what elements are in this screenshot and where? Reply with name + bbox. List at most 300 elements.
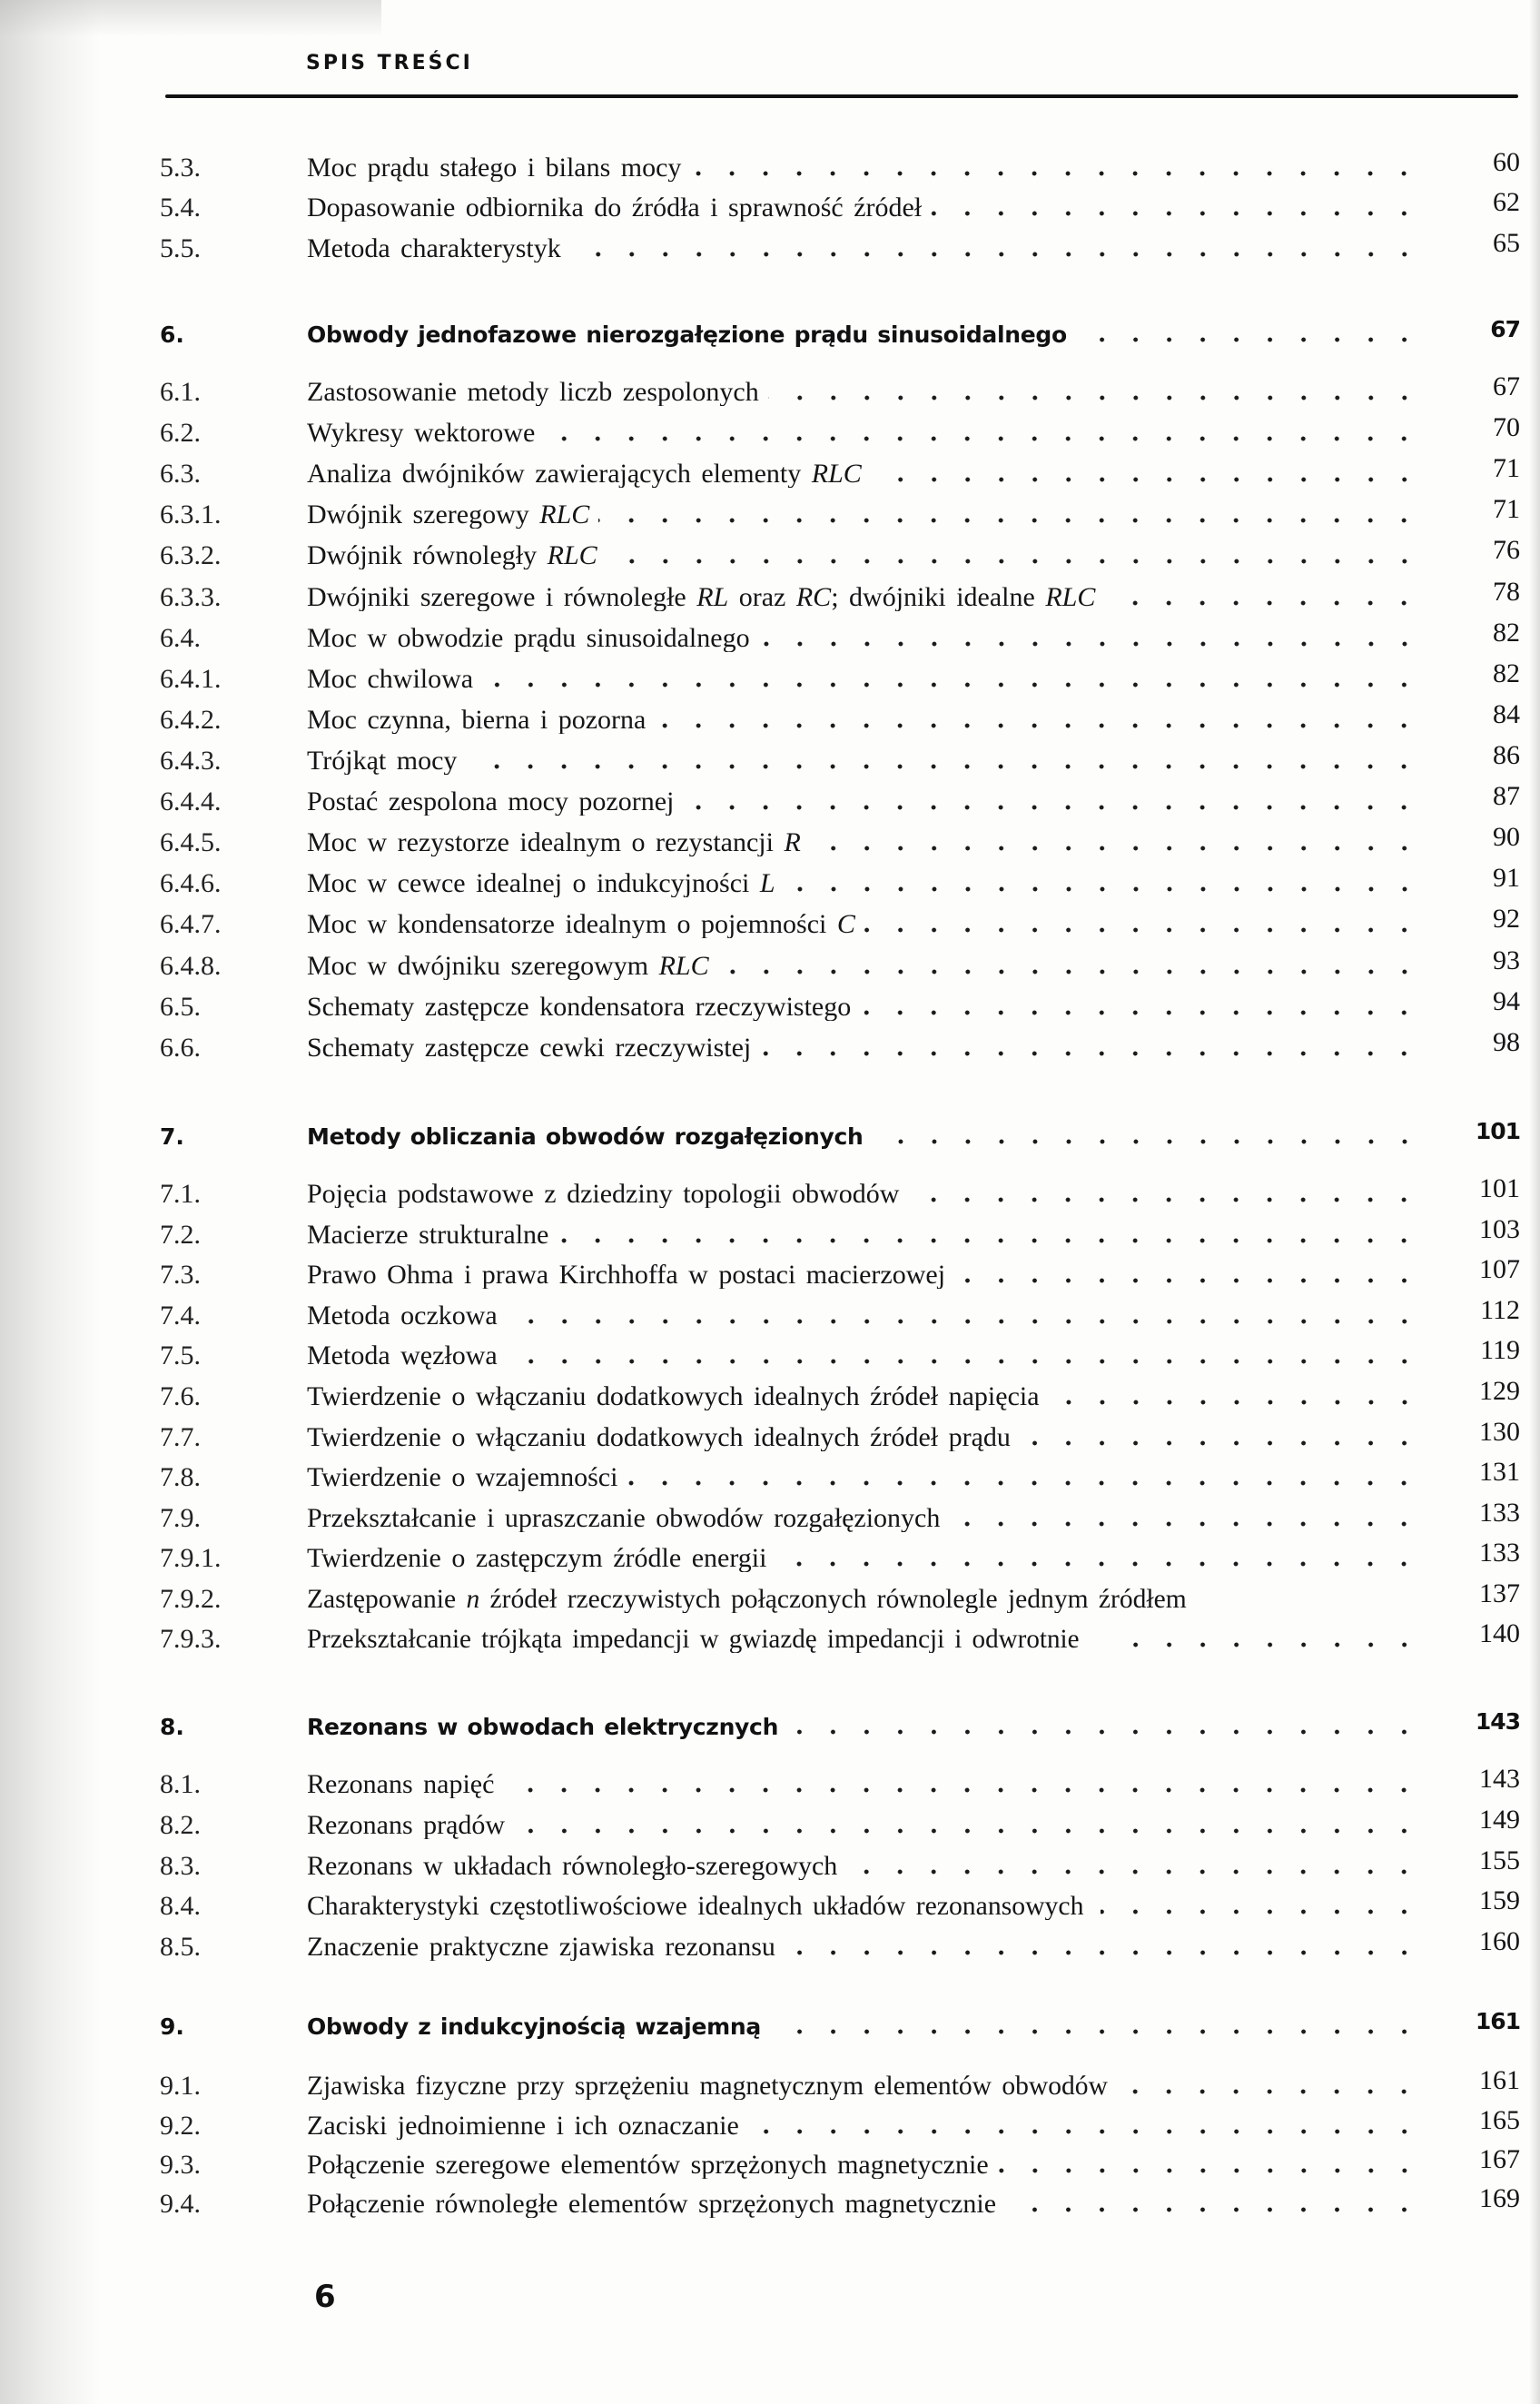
toc-entry-row [0, 1617, 1540, 1653]
entry-title-text: Moc w cewce idealnej o indukcyjności [307, 870, 760, 897]
dot-leader [1101, 1909, 1421, 1914]
entry-title-symbol: RLC [539, 501, 590, 529]
dot-leader [598, 518, 1421, 523]
entry-title-line [307, 2112, 1421, 2140]
toc-entry-row [0, 697, 1540, 734]
entry-number: 8.5. [160, 1932, 201, 1962]
dot-leader [768, 395, 1421, 401]
entry-title-text: Obwody jednofazowe nierozgałęzione prądu sinusoidalnego [307, 322, 1067, 348]
dot-leader [570, 252, 1421, 257]
entry-title [307, 1714, 778, 1741]
entry-title-text: Moc w obwodzie prądu sinusoidalnego [307, 625, 750, 652]
toc-entry-row [0, 1536, 1540, 1572]
dot-leader [1005, 2207, 1421, 2212]
entry-title-line [307, 1464, 1421, 1491]
toc-entry-row [0, 1762, 1540, 1798]
entry-title-line [307, 1181, 1421, 1208]
dot-leader [482, 682, 1421, 688]
dot-leader [1104, 600, 1421, 606]
toc-entry-row [0, 492, 1540, 529]
entry-title-line [307, 1626, 1421, 1653]
entry-title [307, 322, 1067, 349]
dot-leader [466, 764, 1421, 769]
entry-title-text: Moc w rezystorze idealnym o rezystancji [307, 829, 785, 856]
entry-number: 7.1. [160, 1179, 201, 1209]
entry-number: 6.4. [160, 623, 201, 653]
entry-title-line [307, 625, 1421, 652]
entry-number: 9.2. [160, 2111, 201, 2141]
entry-page-number: 160 [1479, 1926, 1520, 1956]
entry-title-line [307, 1342, 1421, 1370]
entry-title-line [307, 420, 1421, 447]
entry-title-symbol: RL [696, 584, 729, 611]
dot-leader [775, 1561, 1421, 1567]
entry-title [307, 2152, 989, 2179]
entry-title [307, 1545, 766, 1572]
entry-title [307, 829, 801, 856]
entry-page-number: 67 [1493, 371, 1520, 401]
toc-entry-row [0, 1374, 1540, 1410]
entry-page-number: 62 [1493, 187, 1520, 217]
toc-entry-row [0, 1844, 1540, 1880]
dot-leader [507, 1319, 1421, 1324]
page-number: 6 [314, 2279, 336, 2315]
entry-title-line [307, 1123, 1421, 1151]
entry-page-number: 82 [1493, 658, 1520, 688]
entry-title [307, 788, 674, 816]
entry-title-line [307, 584, 1421, 611]
entry-page-number: 82 [1493, 618, 1520, 648]
entry-title [307, 235, 561, 262]
entry-title-line [307, 2073, 1421, 2100]
dot-leader [1020, 1440, 1421, 1446]
entry-title-line [307, 1771, 1421, 1798]
entry-title-line [307, 322, 1421, 349]
toc-entry-row [0, 820, 1540, 856]
entry-number: 7.9.2. [160, 1584, 222, 1614]
entry-title-text: Moc w dwójniku szeregowym [307, 953, 659, 980]
entry-title [307, 625, 750, 652]
entry-title-text: Moc w kondensatorze idealnym o pojemności [307, 911, 837, 938]
dot-leader [864, 927, 1421, 933]
entry-page-number: 76 [1493, 535, 1520, 565]
entry-title-text: Znaczenie praktyczne zjawiska rezonansu [307, 1934, 775, 1961]
dot-leader [1049, 1400, 1421, 1405]
entry-page-number: 161 [1479, 2065, 1520, 2095]
entry-page-number: 101 [1475, 1118, 1520, 1144]
toc-entry-row [0, 657, 1540, 693]
dot-leader [748, 2129, 1421, 2134]
entry-title-text: Metoda charakterystyk [307, 235, 561, 262]
entry-title [307, 154, 681, 182]
entry-title-symbol: RLC [811, 460, 862, 488]
entry-title [307, 666, 473, 693]
toc-entry-row [0, 1212, 1540, 1249]
entry-number: 8.2. [160, 1810, 201, 1840]
entry-title-symbol: L [759, 870, 775, 897]
entry-title-text: Połączenie równoległe elementów sprzężonych magnetycznie [307, 2191, 997, 2218]
entry-number: 9.1. [160, 2071, 201, 2101]
entry-title [307, 747, 457, 775]
entry-title-text: Zaciski jednoimienne i ich oznaczanie [307, 2112, 739, 2140]
entry-page-number: 84 [1493, 699, 1520, 729]
entry-title-text: Rezonans napięć [307, 1771, 495, 1798]
entry-number: 6.1. [160, 377, 201, 407]
entry-number: 8.1. [160, 1769, 201, 1799]
dot-leader [860, 1010, 1421, 1015]
dot-leader [785, 1950, 1421, 1955]
dot-leader [759, 641, 1421, 647]
entry-title-text: Twierdzenie o wzajemności [307, 1464, 618, 1491]
dot-leader [770, 2029, 1421, 2034]
entry-number: 6.3.2. [160, 540, 222, 570]
toc-entry-row [0, 533, 1540, 569]
toc-entry-row [0, 1496, 1540, 1532]
toc-entry-row [0, 1415, 1540, 1451]
toc-entry-row [0, 1172, 1540, 1208]
entry-title-text: źródeł rzeczywistych połączonych równolegle jednym źródłem [479, 1586, 1187, 1613]
entry-page-number: 167 [1479, 2144, 1520, 2174]
entry-title-text: Metoda oczkowa [307, 1302, 498, 1330]
entry-number: 7.3. [160, 1260, 201, 1290]
entry-title-text: Macierze strukturalne [307, 1222, 549, 1249]
entry-title-symbol: RLC [547, 542, 597, 569]
entry-title [307, 2112, 739, 2140]
entry-number: 6.3. [160, 459, 201, 489]
entry-title-symbol: RLC [658, 953, 709, 980]
entry-title-line [307, 953, 1421, 980]
entry-page-number: 71 [1493, 453, 1520, 483]
toc-entry-row [0, 1252, 1540, 1289]
entry-number: 9.4. [160, 2189, 201, 2219]
toc-entry-row [0, 2142, 1540, 2179]
entry-title [307, 1261, 945, 1289]
entry-number: 6.3.1. [160, 500, 222, 529]
entry-page-number: 112 [1480, 1295, 1520, 1325]
entry-title-line [307, 1383, 1421, 1410]
entry-number: 6.4.3. [160, 746, 222, 776]
entry-page-number: 143 [1475, 1708, 1520, 1735]
entry-title-text: Moc czynna, bierna i pozorna [307, 707, 647, 734]
entry-number: 7.7. [160, 1422, 201, 1452]
entry-number: 5.4. [160, 193, 201, 223]
entry-page-number: 94 [1493, 986, 1520, 1016]
toc-entry-row [0, 411, 1540, 447]
entry-title-line [307, 911, 1421, 938]
entry-title [307, 870, 775, 897]
entry-title-text: Przekształcanie trójkąta impedancji w gwiazdę impedancji i odwrotnie [307, 1626, 1080, 1653]
entry-title-text: Schematy zastępcze cewki rzeczywistej [307, 1034, 752, 1062]
entry-number: 7.8. [160, 1462, 201, 1492]
entry-title-text: Pojęcia podstawowe z dziedziny topologii obwodów [307, 1181, 900, 1208]
entry-number: 9. [160, 2013, 184, 2040]
entry-title-line [307, 747, 1421, 775]
entry-number: 9.3. [160, 2150, 201, 2180]
entry-page-number: 107 [1479, 1254, 1520, 1284]
toc-entry-row [0, 2063, 1540, 2100]
entry-number: 7.9.3. [160, 1624, 222, 1654]
dot-leader [998, 2168, 1421, 2173]
entry-page-number: 137 [1479, 1578, 1520, 1608]
entry-title-text: Dopasowanie odbiornika do źródła i sprawność źródeł [307, 194, 923, 222]
entry-title-text: Analiza dwójników zawierających elementy [307, 460, 812, 488]
entry-title [307, 1934, 775, 1961]
toc-entry-row [0, 616, 1540, 652]
entry-number: 7.5. [160, 1341, 201, 1370]
entry-title [307, 1771, 494, 1798]
entry-title-text: Trójkąt mocy [307, 747, 458, 775]
entry-number: 6.5. [160, 992, 201, 1022]
entry-page-number: 93 [1493, 945, 1520, 975]
entry-title [307, 1853, 837, 1880]
entry-title [307, 1181, 899, 1208]
dot-leader [1076, 337, 1421, 342]
entry-title-text: Przekształcanie i upraszczanie obwodów rozgałęzionych [307, 1505, 941, 1532]
entry-title [307, 1123, 864, 1151]
entry-title-line [307, 154, 1421, 182]
entry-title-line [307, 707, 1421, 734]
entry-title [307, 2013, 761, 2041]
entry-number: 6. [160, 322, 184, 348]
entry-title-text: Moc prądu stałego i bilans mocy [307, 154, 682, 182]
entry-title [307, 1505, 940, 1532]
entry-title-line [307, 379, 1421, 406]
entry-title-line [307, 235, 1421, 262]
entry-title-line [307, 460, 1421, 488]
entry-title [307, 911, 855, 938]
entry-page-number: 71 [1493, 494, 1520, 524]
entry-title-text: Obwody z indukcyjnością wzajemną [307, 2013, 761, 2040]
entry-number: 8.3. [160, 1851, 201, 1881]
entry-title-text: Twierdzenie o włączaniu dodatkowych idealnych źródeł napięcia [307, 1383, 1040, 1410]
entry-page-number: 155 [1479, 1845, 1520, 1875]
entry-title-line [307, 1853, 1421, 1880]
entry-title-symbol: RLC [1045, 584, 1096, 611]
entry-title-line [307, 1302, 1421, 1330]
entry-title [307, 1424, 1011, 1451]
entry-title-line [307, 829, 1421, 856]
entry-title [307, 1383, 1040, 1410]
entry-title-text: Twierdzenie o zastępczym źródle energii [307, 1545, 767, 1572]
entry-number: 5.5. [160, 233, 201, 263]
dot-leader [760, 1051, 1421, 1056]
entry-title-line [307, 666, 1421, 693]
toc-entry-row [0, 451, 1540, 488]
entry-page-number: 133 [1479, 1498, 1520, 1528]
entry-page-number: 129 [1479, 1376, 1520, 1406]
entry-title-line [307, 2152, 1421, 2179]
entry-page-number: 78 [1493, 577, 1520, 607]
entry-page-number: 159 [1479, 1885, 1520, 1915]
toc-entry-row [0, 1577, 1540, 1613]
entry-title-line [307, 194, 1421, 222]
entry-page-number: 119 [1480, 1335, 1520, 1365]
entry-title [307, 1222, 548, 1249]
scan-corner-shadow [0, 0, 381, 36]
entry-title-line [307, 1893, 1421, 1920]
entry-page-number: 65 [1493, 228, 1520, 258]
entry-page-number: 92 [1493, 904, 1520, 934]
entry-title [307, 1342, 498, 1370]
entry-title-line [307, 1714, 1421, 1741]
toc-entry-row [0, 779, 1540, 816]
toc-entry-row [0, 1924, 1540, 1961]
entry-title-line [307, 1424, 1421, 1451]
entry-page-number: 90 [1493, 822, 1520, 852]
entry-title-line [307, 1545, 1421, 1572]
entry-title-text: Zjawiska fizyczne przy sprzężeniu magnetycznym elementów obwodów [307, 2073, 1108, 2100]
toc-chapter-row [0, 2004, 1540, 2041]
entry-title [307, 460, 862, 488]
entry-page-number: 165 [1479, 2105, 1520, 2135]
entry-number: 5.3. [160, 153, 201, 183]
toc-entry-row [0, 1803, 1540, 1839]
dot-leader [627, 1480, 1421, 1486]
dot-leader [690, 171, 1421, 176]
toc-entry-row [0, 738, 1540, 775]
toc-chapter-row [0, 312, 1540, 349]
entry-number: 7.6. [160, 1381, 201, 1411]
toc-entry-row [0, 1455, 1540, 1491]
dot-leader [718, 969, 1421, 974]
toc-chapter-row [0, 1705, 1540, 1741]
entry-page-number: 103 [1479, 1214, 1520, 1244]
entry-number: 6.3.3. [160, 582, 222, 612]
entry-page-number: 169 [1479, 2183, 1520, 2213]
entry-page-number: 70 [1493, 412, 1520, 442]
entry-title [307, 542, 597, 569]
toc-entry-row [0, 944, 1540, 980]
entry-title [307, 501, 589, 529]
entry-title-line [307, 1261, 1421, 1289]
entry-number: 7.9.1. [160, 1543, 222, 1573]
toc-entry-row [0, 861, 1540, 897]
entry-page-number: 101 [1479, 1173, 1520, 1203]
entry-title [307, 1034, 751, 1062]
entry-title-text: Charakterystyki częstotliwościowe idealnych układów rezonansowych [307, 1893, 1084, 1920]
entry-title-line [307, 1812, 1421, 1839]
toc-entry-row [0, 1884, 1540, 1920]
dot-leader [1112, 1642, 1421, 1647]
entry-page-number: 161 [1475, 2008, 1520, 2034]
entry-title-text: ; dwójniki idealne [831, 584, 1046, 611]
dot-leader [810, 846, 1421, 851]
entry-title-symbol: RC [795, 584, 832, 611]
entry-title-line [307, 870, 1421, 897]
entry-title-text: Połączenie szeregowe elementów sprzężonych magnetycznie [307, 2152, 989, 2179]
toc-entry-row [0, 1333, 1540, 1370]
toc-entry-row [0, 2103, 1540, 2140]
toc-entry-row [0, 370, 1540, 406]
entry-title [307, 1893, 1083, 1920]
entry-title [307, 994, 851, 1021]
entry-title [307, 1626, 1080, 1653]
dot-leader [954, 1278, 1421, 1283]
entry-title-text: oraz [728, 584, 796, 611]
dot-leader [785, 886, 1421, 892]
toc-entry-row [0, 902, 1540, 938]
entry-number: 6.4.6. [160, 868, 222, 898]
entry-title-symbol: n [466, 1586, 480, 1613]
entry-title [307, 1464, 617, 1491]
entry-title [307, 1812, 505, 1839]
entry-number: 7.4. [160, 1301, 201, 1331]
dot-leader [558, 1238, 1421, 1243]
entry-title [307, 420, 535, 447]
entry-title-text: Rezonans w układach równoległo-szeregowych [307, 1853, 838, 1880]
entry-page-number: 133 [1479, 1538, 1520, 1568]
toc-chapter-row [0, 1114, 1540, 1151]
dot-leader [514, 1828, 1421, 1834]
entry-page-number: 140 [1479, 1618, 1520, 1648]
entry-number: 8.4. [160, 1891, 201, 1921]
entry-title-symbol: C [836, 911, 855, 938]
dot-leader [503, 1787, 1421, 1793]
entry-page-number: 143 [1479, 1764, 1520, 1794]
dot-leader [507, 1359, 1421, 1364]
entry-number: 6.4.1. [160, 664, 222, 694]
entry-title-text: Metoda węzłowa [307, 1342, 498, 1370]
dot-leader [871, 477, 1421, 482]
entry-number: 7.9. [160, 1503, 201, 1533]
entry-page-number: 87 [1493, 781, 1520, 811]
entry-title-text: Rezonans w obwodach elektrycznych [307, 1714, 779, 1740]
entry-title-line [307, 1505, 1421, 1532]
entry-title-line [307, 542, 1421, 569]
toc-entry-row [0, 226, 1540, 262]
entry-page-number: 130 [1479, 1417, 1520, 1447]
toc-entry-row [0, 984, 1540, 1021]
toc-entry-row [0, 1025, 1540, 1062]
entry-title-line [307, 994, 1421, 1021]
dot-leader [846, 1869, 1421, 1875]
entry-title-line [307, 1222, 1421, 1249]
entry-title-symbol: R [784, 829, 801, 856]
dot-leader [873, 1139, 1421, 1144]
toc-entry-row [0, 575, 1540, 611]
entry-title-line [307, 501, 1421, 529]
entry-title [307, 1302, 498, 1330]
dot-leader [607, 559, 1421, 564]
entry-title-text: Wykresy wektorowe [307, 420, 536, 447]
dot-leader [931, 211, 1421, 216]
dot-leader [1129, 2089, 1421, 2094]
entry-page-number: 67 [1490, 316, 1520, 342]
entry-page-number: 98 [1493, 1027, 1520, 1057]
entry-number: 8. [160, 1714, 184, 1740]
entry-number: 6.4.7. [160, 909, 222, 939]
toc-entry-row [0, 145, 1540, 182]
entry-title-text: Dwójnik równoległy [307, 542, 548, 569]
entry-page-number: 60 [1493, 147, 1520, 177]
entry-number: 6.2. [160, 418, 201, 448]
entry-title-text: Schematy zastępcze kondensatora rzeczywistego [307, 994, 852, 1021]
entry-title [307, 194, 922, 222]
entry-number: 7.2. [160, 1220, 201, 1250]
entry-title-text: Postać zespolona mocy pozornej [307, 788, 675, 816]
entry-title [307, 2191, 996, 2218]
entry-number: 6.4.8. [160, 951, 222, 981]
entry-title-text: Zastępowanie [307, 1586, 467, 1613]
entry-title-line [307, 2013, 1421, 2041]
entry-title-text: Prawo Ohma i prawa Kirchhoffa w postaci macierzowej [307, 1261, 946, 1289]
running-head: SPIS TREŚCI [306, 52, 473, 74]
entry-title-text: Twierdzenie o włączaniu dodatkowych idealnych źródeł prądu [307, 1424, 1011, 1451]
dot-leader [787, 1729, 1421, 1735]
entry-title-text: Metody obliczania obwodów rozgałęzionych [307, 1123, 864, 1150]
entry-number: 6.4.4. [160, 786, 222, 816]
entry-title-text: Moc chwilowa [307, 666, 474, 693]
